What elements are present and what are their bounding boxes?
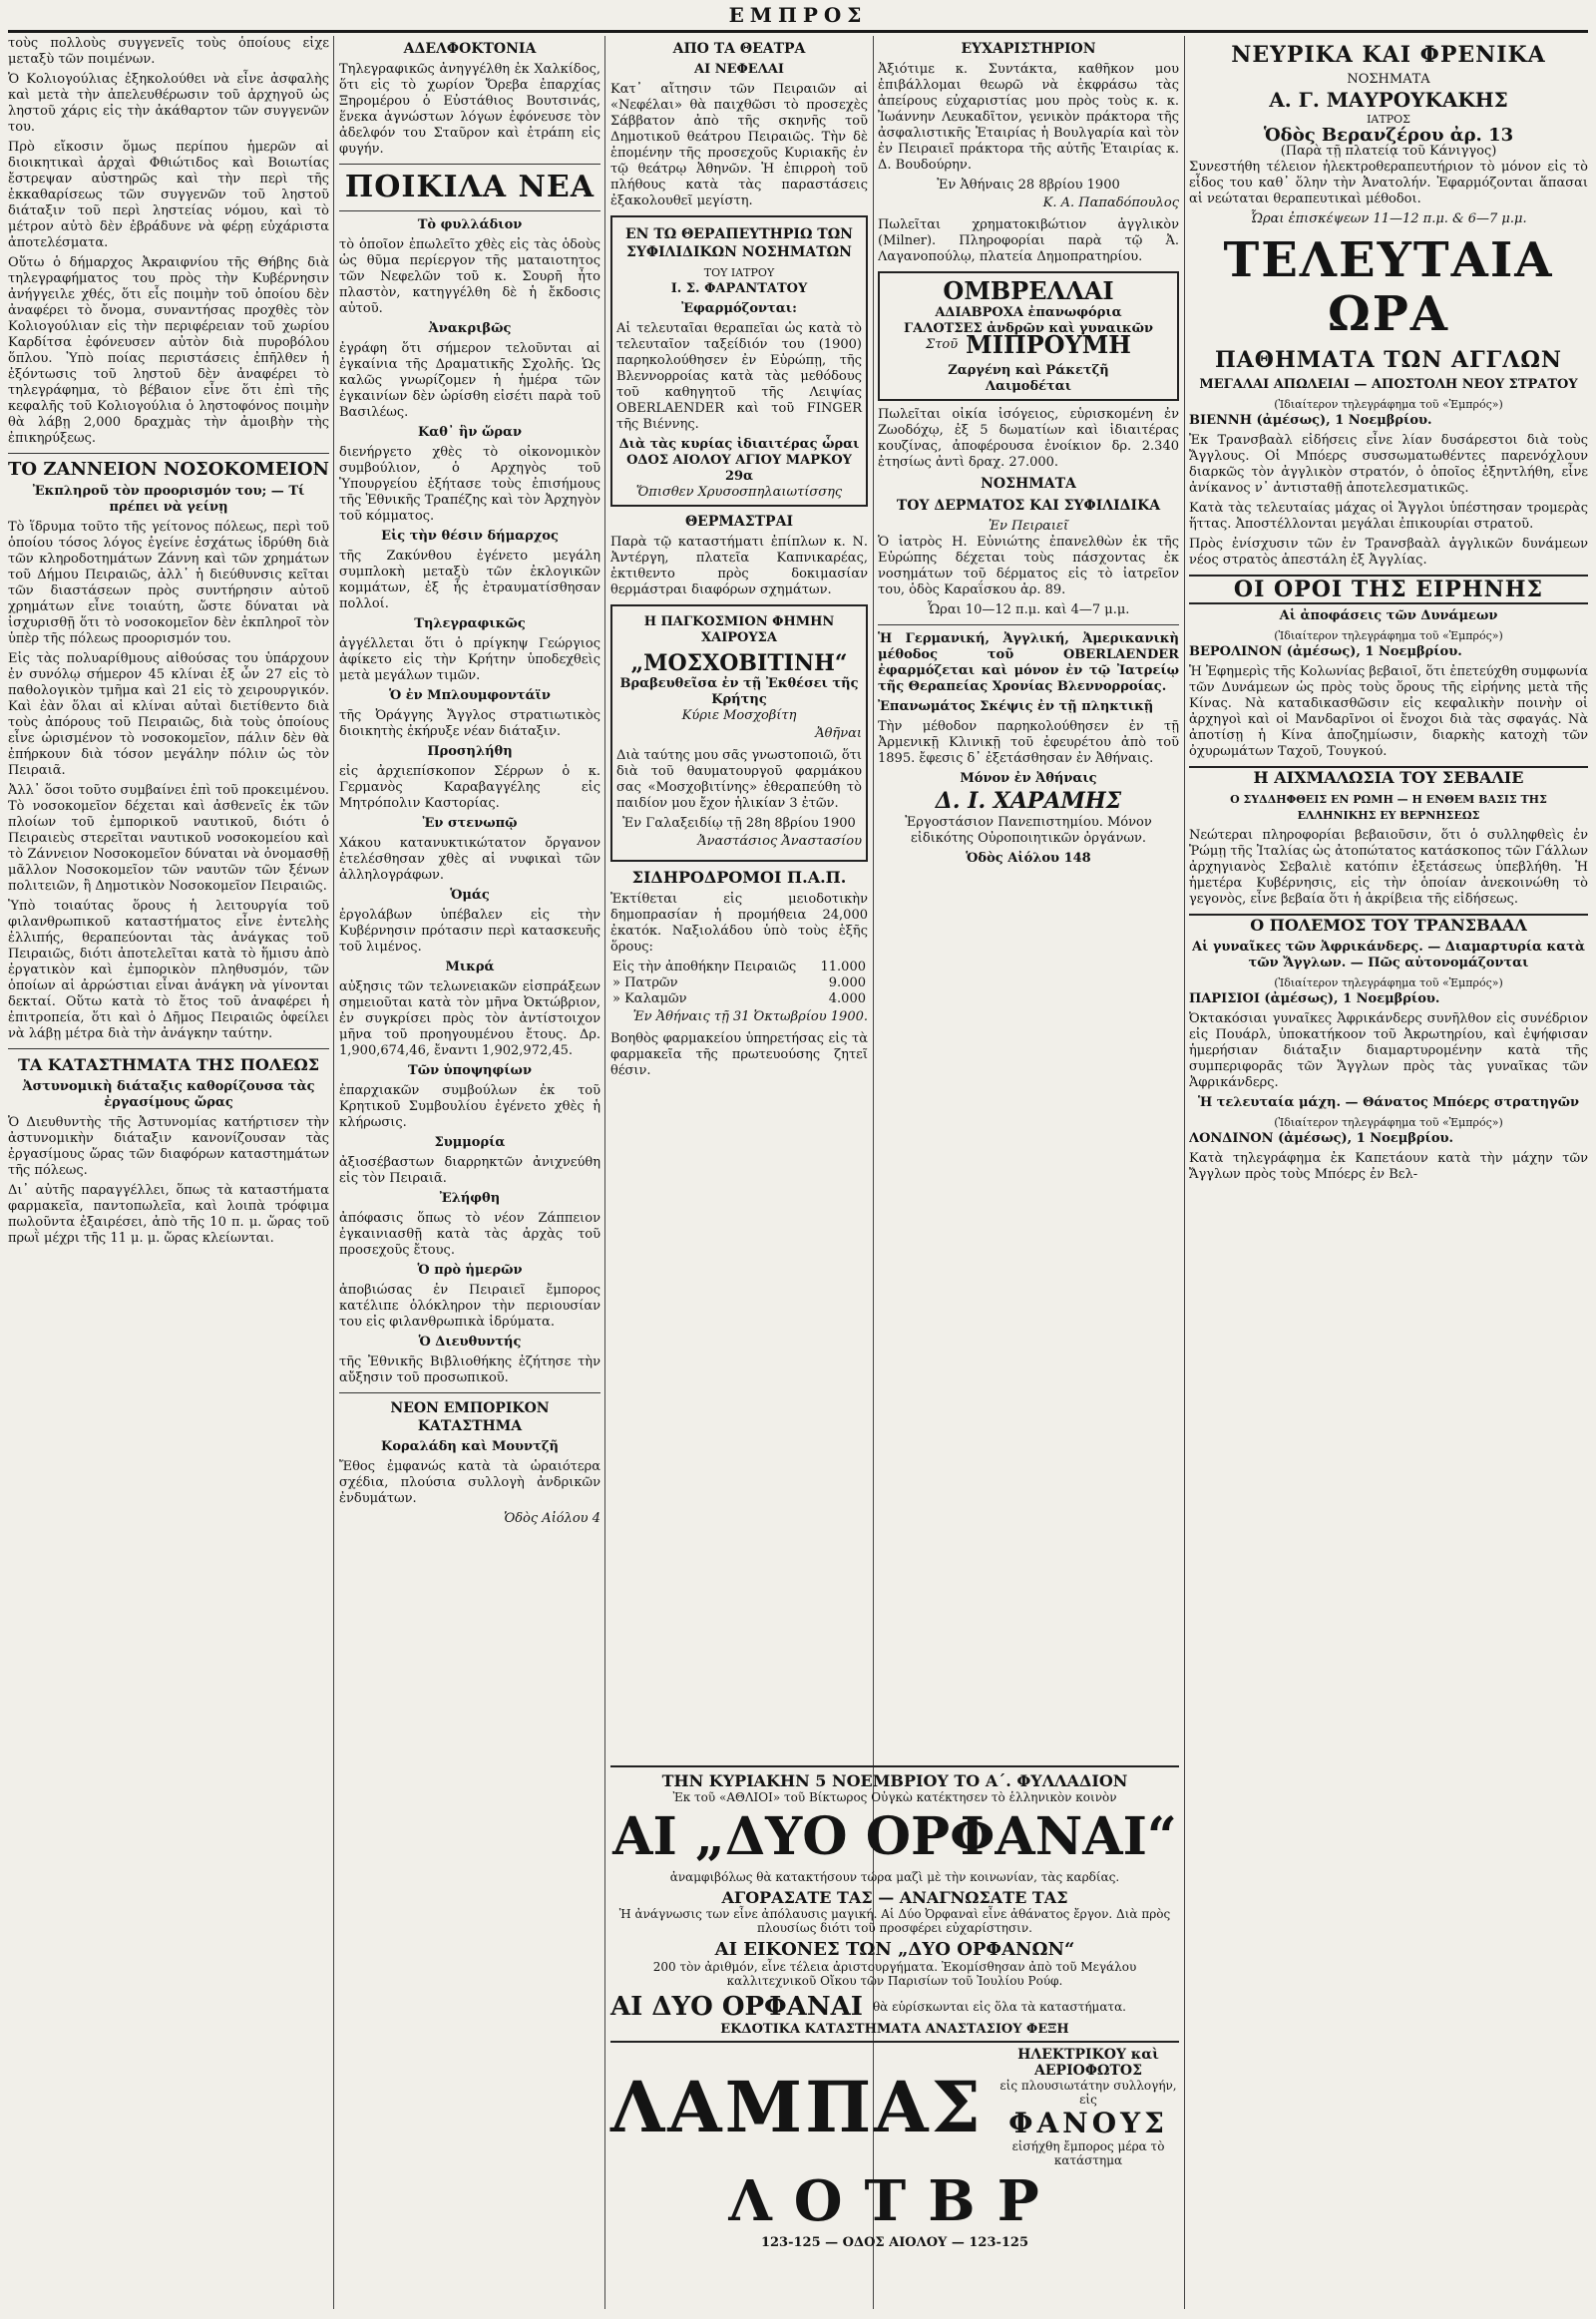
divider: [339, 1392, 600, 1393]
article-paragraph: Δι᾽ αὐτῆς παραγγέλλει, ὅπως τὰ καταστήματα φαρμακεῖα, παντοπωλεῖα, καὶ λοιπὰ τρόφιμα πωλοῦντα ἐξαιρέσει, ἀπὸ τῆς 10 π. μ. ὥρας τοῦ πρωῒ μέχρι τῆς 11 μ. μ. ὥρας κλείωνται.: [8, 1183, 329, 1246]
article-paragraph: Ὁ Διευθυντὴς τῆς Ἀστυνομίας κατήρτισεν τὴν ἀστυνομικὴν διάταξιν κανονίζουσαν τὰς ἐργασίμους ὥρας τῶν διαφόρων καταστημάτων τῆς πόλεως.: [8, 1115, 329, 1178]
ilektrikou: ΗΛΕΚΤΡΙΚΟΥ καὶ ΑΕΡΙΟΦΩΤΟΣ: [1017, 2047, 1159, 2079]
doctor-address: Ὁδὸς Βερανζέρου ἀρ. 13: [1263, 125, 1514, 146]
poikila-headline: ΠΟΙΚΙΛΑ ΝΕΑ: [344, 170, 596, 204]
teleftaia-ora-headline: ΤΕΛΕΥΤΑΙΑ ΩΡΑ: [1223, 232, 1554, 342]
orfanai2-sub: θὰ εὑρίσκωνται εἰς ὅλα τὰ καταστήματα.: [872, 2000, 1126, 2014]
therapeftirio-headline: ΕΝ ΤΩ ΘΕΡΑΠΕΥΤΗΡΙΩ ΤΩΝ ΣΥΦΙΛΙΔΙΚΩΝ ΝΟΣΗΜΑΤΩΝ: [625, 226, 853, 260]
news-item-head: Τηλεγραφικῶς: [414, 616, 526, 631]
neon-headline: ΝΕΟΝ ΕΜΠΟΡΙΚΟΝ ΚΑΤΑΣΤΗΜΑ: [390, 1400, 550, 1434]
nosimata-hours: Ὧραι 10—12 π.μ. καὶ 4—7 μ.μ.: [927, 602, 1130, 617]
masthead: ΕΜΠΡΟΣ: [728, 3, 868, 27]
news-item-head: Συμμορία: [434, 1135, 506, 1150]
transvaal-subheadline: Αἱ γυναῖκες τῶν Ἀφρικάνδερς. — Διαμαρτυρία κατὰ τῶν Ἄγγλων. — Πῶς αὐτονομάζονται: [1191, 940, 1586, 970]
therapeftirio-ad: [610, 215, 868, 507]
theatra-subheadline: ΑΙ ΝΕΦΕΛΑΙ: [694, 62, 784, 77]
lotvr-address: 123-125 — ΟΔΟΣ ΑΙΟΛΟΥ — 123-125: [760, 2235, 1029, 2250]
news-item-head: Μικρά: [445, 960, 495, 974]
zanneion-subheadline: Ἐκπληροῦ τὸν προορισμόν του; — Τί πρέπει νὰ γείνῃ: [32, 484, 305, 515]
moschovitini-award: Βραβευθεῖσα ἐν τῇ Ἐκθέσει τῆς Κρήτης: [619, 676, 859, 707]
dateline: ΒΕΡΟΛΙΝΟΝ (ἀμέσως), 1 Νοεμβρίου.: [1189, 644, 1462, 659]
therapeftirio-address2: Ὅπισθεν Χρυσοσπηλαιωτίσσης: [635, 485, 843, 500]
divider: [878, 624, 1179, 625]
news-item-text: τὸ ὁποῖον ἐπωλεῖτο χθὲς εἰς τὰς ὁδοὺς ὡς θῦμα περίεργον τῆς ματαιοτητος τῶν Νεφελῶν τοῦ κ. Σουρῆ ἦτο πλαστὸν, κατηγγέλθη δὲ ἡ ἔκδοσις αὐτοῦ.: [339, 237, 600, 316]
table-cell: Εἰς τὴν ἀποθήκην Πειραιῶς: [612, 960, 797, 974]
news-item-head: Ἀνακριβῶς: [428, 321, 512, 336]
miproumi: ΜΙΠΡΟΥΜΗ: [966, 330, 1131, 359]
column-1: [8, 36, 329, 2309]
neurika-headline: ΝΕΥΡΙΚΑ ΚΑΙ ΦΡΕΝΙΚΑ: [1231, 42, 1546, 68]
table-row: [610, 975, 868, 991]
orfanai-desc: ἀναμφιβόλως θὰ κατακτήσουν τώρα μαζὶ μὲ τὴν κοινωνίαν, τὰς καρδίας.: [669, 1870, 1120, 1884]
article-paragraph: Ἐκτίθεται εἰς μειοδοτικὴν δημοπρασίαν ἡ προμήθεια 24,000 ἐκατόκ. Ναξιολάδου ὑπὸ τοὺς ἑξῆς ὅρους:: [610, 892, 868, 955]
megalai-subheadline: ΜΕΓΑΛΑΙ ΑΠΩΛΕΙΑΙ — ΑΠΟΣΤΟΛΗ ΝΕΟΥ ΣΤΡΑΤΟΥ: [1199, 377, 1578, 392]
moschovitini-city: Ἀθῆναι: [815, 726, 862, 741]
article-paragraph: Ἐπανωμάτος Σκέψις ἐν τῇ πληκτικῇ: [878, 699, 1154, 714]
article-paragraph: Κατὰ τὰς τελευταίας μάχας οἱ Ἄγγλοι ὑπέστησαν τρομερὰς ἥττας. Ἀποστέλλονται μεγάλαι ἐπικουρίαι στρατοῦ.: [1189, 501, 1588, 532]
column-separator: [333, 36, 334, 2309]
therapeftirio-doctor: Ι. Σ. ΦΑΡΑΝΤΑΤΟΥ: [670, 281, 808, 296]
buy-sub: Ἡ ἀνάγνωσις των εἶνε ἀπόλαυσις μαγική. Αἱ Δύο Ὀρφαναὶ εἶνε ἀθάνατος ἔργον. Διὰ πρὸς πλουσίως διότι τοῦ προσφέρει εὐχαρίστησιν.: [618, 1907, 1171, 1935]
zanneion-headline: ΤΟ ΖΑΝΝΕΙΟΝ ΝΟΣΟΚΟΜΕΙΟΝ: [8, 459, 329, 480]
doctor-name: Α. Γ. ΜΑΥΡΟΥΚΑΚΗΣ: [1269, 88, 1508, 112]
eikones-sub: 200 τὸν ἀριθμόν, εἶνε τέλεια ἀριστουργήματα. Ἐκομίσθησαν ἀπὸ τοῦ Μεγάλου καλλιτεχνικοῦ Οἴκου τῶν Παρισίων τοῦ Ἰουλίου Ρούφ.: [652, 1960, 1137, 1988]
lampas-row: [610, 2041, 1179, 2167]
table-cell: » Πατρῶν: [612, 975, 678, 990]
article-paragraph: Νεώτεραι πληροφορίαι βεβαιοῦσιν, ὅτι ὁ συλληφθεὶς ἐν Ῥώμῃ τῆς Ἰταλίας ὡς ἀτοπώτατος κατάσκοπος τῶν Γάλλων ἀρχηγιανὸς Σεβαλιὲ κατόπιν ἐξετάσεως ὑπεβλήθη. Ἡ ἡμετέρα Κυβέρνησις, εἰς τὴν ὁποίαν ἀνεκοινώθη τὸ γεγονὸς, εἶνε βεβαία ὅτι ἡ ἀκρίβεια τῆς εἰδήσεως.: [1189, 828, 1588, 907]
stou: Στοῦ: [926, 337, 959, 352]
machi-subheadline: Ἡ τελευταία μάχη. — Θάνατος Μπόερς στρατηγῶν: [1197, 1095, 1580, 1110]
announce: ΤΗΝ ΚΥΡΙΑΚΗΝ 5 ΝΟΕΜΒΡΙΟΥ ΤΟ Α΄. ΦΥΛΛΑΔΙΟΝ: [610, 1765, 1179, 1790]
article-paragraph: Τὸ ἵδρυμα τοῦτο τῆς γείτονος πόλεως, περὶ τοῦ ὁποίου τόσος λόγος ἐγείνε ἐσχάτως ἱδρύθη διὰ τῶν κληροδοτημάτων Ζάννη καὶ τῶν χρημάτων τοῦ Δήμου Πειραιῶς, ἀλλ᾽ ἡ διεύθυνσις κεῖται τῶν διαστάσεων πρὸς συντήρησιν αὐτοῦ χρημάτων εἶνε τοιαύτη, ὥστε δύναται νὰ ἰσχυρισθῇ ὅτι τὸ νοσοκομεῖον δὲν ἐκπληροῖ τὸν ὑπὲρ τῆς πόλεως προορισμόν του.: [8, 520, 329, 646]
theatra-headline: ΑΠΟ ΤΑ ΘΕΑΤΡΑ: [672, 41, 806, 57]
article-paragraph: Ἐργοστάσιον Πανεπιστημίου. Μόνον εἰδικότης Οὐροποιητικῶν ὀργάνων.: [905, 815, 1152, 846]
moschovitini-date: Ἐν Γαλαξειδίῳ τῇ 28η 8βρίου 1900: [622, 816, 856, 831]
doctor-place: (Παρὰ τῇ πλατείᾳ τοῦ Κάνιγγος): [1280, 144, 1497, 159]
adelfoktonia-headline: ΑΔΕΛΦΟΚΤΟΝΙΑ: [403, 41, 537, 57]
orfanai-title: ΑΙ „ΔΥΟ ΟΡΦΑΝΑΙ“: [612, 1806, 1177, 1867]
neurika-sub: ΝΟΣΗΜΑΤΑ: [1347, 72, 1430, 87]
article-paragraph: Συνεστήθη τέλειον ἠλεκτροθεραπευτήριον τὸ μόνον εἰς τὸ εἶδος του καθ᾽ ὅλην τὴν Ἀνατολήν. Ἐφαρμόζονται ἅπασαι αἱ νεώταται θεραπευτικαὶ μέθοδοι.: [1189, 160, 1588, 206]
buy-headline: ΑΓΟΡΑΣΑΤΕ ΤΑΣ — ΑΝΑΓΝΩΣΑΤΕ ΤΑΣ: [721, 1888, 1068, 1907]
zargeni: Ζαργένη καὶ Ράκετζῆ: [948, 363, 1109, 378]
news-item-head: Ὁ Διευθυντής: [418, 1335, 522, 1350]
thermastrai-headline: ΘΕΡΜΑΣΤΡΑΙ: [684, 514, 793, 530]
ilektrikou-sub: εἰς πλουσιωτάτην συλλογήν, εἰς: [999, 2079, 1177, 2107]
sidirodromoi-footer: Ἐν Ἀθήναις τῇ 31 Ὀκτωβρίου 1900.: [632, 1009, 868, 1024]
news-item-head: Τῶν ὑποψηφίων: [408, 1063, 532, 1078]
article-paragraph: Ὑπὸ τοιαύτας ὅρους ἡ λειτουργία τοῦ φιλανθρωπικοῦ καταστήματος εἶνε ἐντελὴς ἐλλιπής, θεραπεύονται τὰς ἀνάγκας τοῦ Πειραιῶς, διότι ἀποτελεῖται κατὰ τὸ ἥμισυ ἀπὸ ἐργατικὸν καὶ ἐμπορικὸν πληθυσμόν, τῶν ὁποίων αἱ ἀρρώστιαι εἶναι ἀνάγκη νὰ γίνονται δεκταί. Οὕτω κατὰ τὸ ἔτος τοῦ ἀναφέρει ἡ ἐπιτροπεία, ὅτι καὶ ὁ Δῆμος Πειραιῶς ὀφείλει νὰ λάβῃ μέτρα διὰ τὴν ἀνάγκην ταύτην.: [8, 899, 329, 1041]
moschovitini-sign: Ἀναστάσιος Ἀναστασίου: [697, 834, 862, 849]
article-paragraph: Ἔθος ἐμφανώς κατὰ τὰ ὡραιότερα σχέδια, πλούσια συλλογὴ ἀνδρικῶν ἐνδυμάτων.: [339, 1459, 600, 1506]
news-item-head: Ἐλήφθη: [439, 1191, 501, 1206]
news-item-text: διενήργετο χθὲς τὸ οἰκονομικὸν συμβούλιον, ὁ Αρχηγὸς τοῦ Ὑπουργείου ἐξήτασε τοὺς ἐπισήμους τῆς Ἐθνικῆς Τραπέζης καὶ τὸν Ἀρχηγὸν τοῦ κόμματος.: [339, 445, 600, 524]
article-paragraph: Πωλεῖται οἰκία ἰσόγειος, εὑρισκομένη ἐν Ζωοδόχῳ, ἐξ 5 δωματίων καὶ ἰδιαιτέρας κουζίνας, ἀποφέρουσα ἐνοίκιον δρ. 2.340 ἐτησίως ἀντὶ δραχ. 27.000.: [878, 407, 1179, 470]
table-cell: » Καλαμῶν: [612, 991, 687, 1006]
therapeftirio-address: ΟΔΟΣ ΑΙΟΛΟΥ ΑΓΙΟΥ ΜΑΡΚΟΥ 29α: [626, 453, 852, 484]
news-item-text: ἐγράφη ὅτι σήμερον τελοῦνται αἱ ἐγκαίνια τῆς Δραματικῆς Σχολῆς. Ὡς καλῶς γνωρίζομεν ἡ ἡμέρα τῶν ἐγκαινίων δὲν ὡρίσθη εἰσέτι παρὰ τοῦ Βασιλέως.: [339, 341, 600, 420]
column-2: [339, 36, 600, 2309]
telegram-source: (Ἰδιαίτερον τηλεγράφημα τοῦ «Ἐμπρός»): [1274, 398, 1503, 411]
article-paragraph: Ὀκτακόσιαι γυναῖκες Ἀφρικάνδερς συνῆλθον εἰς συνέδριον εἰς Πουάρλ, ὑποκατήκοον τοῦ Ἀκρωτηρίου, καὶ ἐψήφισαν ἡμερήσιαν διάταξιν διαμαρτυρομένην κατὰ τῆς συμπεριφορᾶς τῶν Ἄγγλων πρὸς τὰς γυναῖκας τῶν Ἀφρικάνδερς.: [1189, 1011, 1588, 1090]
efcharistirion-date: Ἐν Ἀθήναις 28 8βρίου 1900: [937, 178, 1120, 193]
news-item-text: τῆς Ὀράγγης Ἄγγλος στρατιωτικὸς διοικητὴς ἐκήρυξε νέαν διάταξιν.: [339, 708, 600, 739]
news-item-text: ἀποβιώσας ἐν Πειραιεῖ ἔμπορος κατέλιπε ὁλόκληρον τὴν περιουσίαν του εἰς φιλανθρωπικὰ ἱδρύματα.: [339, 1283, 600, 1330]
table-cell: 11.000: [820, 960, 866, 974]
moschovitini-ad: [610, 604, 868, 862]
sidirodromoi-table: [610, 960, 868, 1007]
article-paragraph: Πρὸ εἴκοσιν ὅμως περίπου ἡμερῶν αἱ διοικητικαὶ ἀρχαὶ Φθιώτιδος καὶ Βοιωτίας ἔστρεψαν αὐστηρῶς καὶ τὴν περὶ τῆς ἐκκαθαρίσεως τῶν συγγενῶν τοῦ ληστοῦ διάταξιν τοῦ περὶ ληστείας νόμου, καὶ τὸ μέτρον αὐτὸ δὲν ἐβράδυνε νὰ φέρῃ εὐχάριστα ἀποτελέσματα.: [8, 140, 329, 250]
article-paragraph: Ὁ ἰατρὸς Η. Εὐνιώτης ἐπανελθὼν ἐκ τῆς Εὐρώπης δέχεται τοὺς πάσχοντας ἐκ νοσημάτων τοῦ δέρματος εἰς τὸ ἰατρεῖον του, ὁδὸς Καραΐσκου ἀρ. 89.: [878, 535, 1179, 597]
doctor-hours: Ὧραι ἐπισκέψεων 11—12 π.μ. & 6—7 μ.μ.: [1250, 211, 1527, 226]
ombrellai: ΟΜΒΡΕΛΛΑΙ: [943, 276, 1114, 305]
therapeftirio-sub: Ἐφαρμόζονται:: [681, 301, 797, 316]
lotvr: ΛΟΤΒΡ: [728, 2168, 1061, 2234]
table-row: [610, 991, 868, 1007]
sidirodromoi-headline: ΣΙΔΗΡΟΔΡΟΜΟΙ Π.Α.Π.: [631, 868, 847, 887]
charamis-address: Ὁδὸς Αἰόλου 148: [966, 851, 1091, 866]
nosimata-location: Ἐν Πειραιεῖ: [988, 519, 1069, 534]
news-item-text: αὐξησις τῶν τελωνειακῶν εἰσπράξεων σημειοῦται κατὰ τὸν μῆνα Ὀκτώβριον, ἐν συγκρίσει πρὸς τὸν ἀντίστοιχον μῆνα τοῦ προηγουμένου ἔτους. Δρ. 1,900,674,46, ἔναντι 1,902,972,45.: [339, 979, 600, 1058]
article-paragraph: Τηλεγραφικῶς ἀνηγγέλθη ἐκ Χαλκίδος, ὅτι εἰς τὸ χωρίον Ὄρεβα ἐπαρχίας Ξηρομέρου ὁ Εὐστάθιος Βουτσινάς, ἕνεκα ἀγνώστων λόγων ἐφόνευσε τὸν ἀδελφόν του Σταῦρον καὶ ἐτράπη εἰς φυγήν.: [339, 62, 600, 157]
katastimata-subheadline: Ἀστυνομικὴ διάταξις καθορίζουσα τὰς ἐργασίμους ὥρας: [22, 1079, 315, 1110]
article-paragraph: Ἐκ Τρανσβαὰλ εἰδήσεις εἶνε λίαν δυσάρεστοι διὰ τοὺς Ἄγγλους. Οἱ Μπόερς συσσωματωθέντες παρενόχλουν διαρκῶς τὸν ἀγγλικὸν στρατόν, ὁ ὁποῖος ἐξηντλήθη, εἶνε ἀνίκανος ν᾽ ἀντισταθῇ ἀποτελεσματικῶς.: [1189, 433, 1588, 496]
moschovitini-name: „ΜΟΣΧΟΒΙΤΙΝΗ“: [630, 650, 848, 676]
fanous-sub: εἰσήχθη ἔμπορος μέρα τὸ κατάστημα: [1011, 2139, 1165, 2167]
article-paragraph: Κατ᾽ αἴτησιν τῶν Πειραιῶν αἱ «Νεφέλαι» θὰ παιχθῶσι τὸ προσεχὲς Σάββατον ἀπὸ τῆς σκηνῆς τοῦ Δημοτικοῦ θεάτρου Πειραιῶς. Τὴν δὲ ἑπομένην τῆς προσεχοῦς Κυριακῆς ἐν τῷ θεάτρῳ Ἀθηνῶν. Ἡ ἐπιρροὴ τοῦ πλήθους κατὰ τὰς παραστάσεις ἐξακολουθεῖ μεγίστη.: [610, 82, 868, 208]
article-paragraph: Τὴν μέθοδον παρηκολούθησεν ἐν τῇ Ἀρμενικῇ Κλινικῇ τοῦ ἐφευρέτου ἀπὸ τοῦ 1895. ἔφεσις δ᾽ ἐξετάσθησαν ἐν Ἀθήναις.: [878, 719, 1179, 766]
divider: [339, 210, 600, 211]
article-paragraph: Αἱ τελευταῖαι θεραπεῖαι ὡς κατὰ τὸ τελευταῖον ταξείδιόν του (1900) παρηκολούθησεν ἐν Εὐρώπῃ, τῆς Βλεννορροίας κατὰ τὰς μεθόδους τοῦ καθηγητοῦ τῆς Λειψίας OBERLAENDER καὶ τοῦ FINGER τῆς Βιέννης.: [616, 321, 862, 432]
moschovitini-headline: Η ΠΑΓΚΟΣΜΙΟΝ ΦΗΜΗΝ ΧΑΙΡΟΥΣΑ: [643, 614, 835, 645]
article-paragraph: Πρὸς ἐνίσχυσιν τῶν ἐν Τρανσβαὰλ ἀγγλικῶν δυνάμεων νέος στρατὸς ἀπεστάλη ἐξ Ἀγγλίας.: [1189, 537, 1588, 568]
table-cell: 9.000: [828, 975, 866, 990]
telegram-source: (Ἰδιαίτερον τηλεγράφημα τοῦ «Ἐμπρός»): [1274, 629, 1503, 642]
efcharistirion-sign: Κ. Α. Παπαδόπουλος: [1042, 195, 1179, 210]
news-item-head: Ἐν στενωπῷ: [422, 816, 518, 831]
article-paragraph: Εἰς τὰς πολυαρίθμους αἰθούσας του ὑπάρχουν ἐν συνόλῳ σήμερον 45 κλίναι ἐξ ὧν 27 εἰς τὸ παθολογικὸν τμῆμα καὶ 21 εἰς τὸ χειρουργικόν. Καὶ ἐὰν ὅλαι αἱ κλίναι αὐταὶ διετίθεντο διὰ τοὺς ἀπόρους τοῦ Πειραιῶς, διὰ τοὺς ὁποίους εἶνε ὡρισμένον τὸ νοσοκομεῖον, πάλιν δὲν θὰ ἐπήρκουν διὰ τόσον μεγάλην πόλιν ὡς τὸν Πειραιᾶ.: [8, 651, 329, 778]
article-paragraph: Βοηθὸς φαρμακείου ὑπηρετήσας εἰς τὰ φαρμακεῖα τῆς πρωτευούσης ζητεῖ θέσιν.: [610, 1031, 868, 1078]
table-row: [610, 960, 868, 975]
news-item-head: Ὁμάς: [450, 888, 490, 903]
news-items-list: [339, 217, 600, 1386]
fanous: ΦΑΝΟΥΣ: [1008, 2107, 1168, 2139]
charamis-headline: Δ. Ι. ΧΑΡΑΜΗΣ: [935, 788, 1122, 814]
sevalie-subheadline: Ο ΣΥΔΔΗΦΘΕΙΣ ΕΝ ΡΩΜΗ — Η ΕΝΘΕΜ ΒΑΣΙΣ ΤΗΣ ΕΛΛΗΝΙΚΗΣ ΕΥ ΒΕΡΝΗΣΕΩΣ: [1230, 793, 1547, 822]
article-paragraph: Ἡ Ἐφημερὶς τῆς Κολωνίας βεβαιοῖ, ὅτι ἐπετεύχθη συμφωνία τῶν Δυνάμεων ὡς πρὸς τοὺς ὅρους τῆς εἰρήνης μετὰ τῆς Κίνας. Νὰ καταδικασθῶσιν εἰς κεφαλικὴν ποινὴν οἱ ἀρχηγοὶ καὶ οἱ Μανδαρῖνοι οἱ ἔνοχοι διὰ τὰς σφαγάς. Νὰ ἀποτίσῃ ἡ Κίνα ἀποζημίωσιν, διαρκὴς κατοχὴ τῶν ὀχυρωμάτων Ταχοῦ, Τουγκού.: [1189, 664, 1588, 759]
orfanai2-row: [610, 1992, 1179, 2022]
article-paragraph: τοὺς πολλοὺς συγγενεῖς τοὺς ὁποίους εἶχε μεταξὺ τῶν ποιμένων.: [8, 36, 329, 67]
oroi-subheadline: Αἱ ἀποφάσεις τῶν Δυνάμεων: [1279, 608, 1498, 623]
doctor-role: ΙΑΤΡΟΣ: [1367, 113, 1410, 126]
article-paragraph: Παρὰ τῷ καταστήματι ἐπίπλων κ. Ν. Ἀντέργη, πλατεῖα Καπνικαρέας, ἐκτιθεντο πρὸς δοκιμασίαν θερμάστραι διαφόρων σχημάτων.: [610, 535, 868, 597]
news-item-text: ἐπαρχιακῶν συμβούλων ἐκ τοῦ Κρητικοῦ Συμβουλίου ἐγένετο χθὲς ἡ κλήρωσις.: [339, 1083, 600, 1130]
ombrellai-ad: [878, 271, 1179, 401]
column-separator: [1184, 36, 1185, 2309]
pathimata-headline: ΠΑΘΗΜΑΤΑ ΤΩΝ ΑΓΓΛΩΝ: [1214, 347, 1563, 373]
article-paragraph: Ἀλλ᾽ ὅσοι τοῦτο συμβαίνει ἐπὶ τοῦ προκειμένου. Τὸ νοσοκομεῖον δέχεται καὶ ἀσθενεῖς ἐκ τῶν πλοίων τοῦ ἐμπορικοῦ ναυτικοῦ, διότι ὁ Πειραιεὺς στερεῖται ναυτικοῦ νοσοκομείου καὶ τὸ Ζάννειον Νοσοκομεῖον δύναται νὰ ὀνομασθῇ μᾶλλον Νοσοκομεῖον τῶν ναυτῶν τῶν ξένων πολιτειῶν, ἢ Δημοτικὸν Νοσοκομεῖον Πειραιῶς.: [8, 783, 329, 894]
dateline: ΛΟΝΔΙΝΟΝ (ἀμέσως), 1 Νοεμβρίου.: [1189, 1131, 1454, 1146]
eikones-headline: ΑΙ ΕΙΚΟΝΕΣ ΤΩΝ „ΔΥΟ ΟΡΦΑΝΩΝ“: [714, 1939, 1075, 1960]
nosimata-headline: ΝΟΣΗΜΑΤΑ: [981, 476, 1076, 492]
article-paragraph: Διὰ ταύτης μου σᾶς γνωστοποιῶ, ὅτι διὰ τοῦ θαυματουργοῦ φαρμάκου σας «Μοσχοβιτίνης» ἐθεραπεύθη τὸ παιδίον μου ἔχον ἡλικίαν 3 ἐτῶν.: [616, 748, 862, 811]
nosimata-subheadline: ΤΟΥ ΔΕΡΜΑΤΟΣ ΚΑΙ ΣΥΦΙΛΙΔΙΚΑ: [896, 498, 1161, 514]
article-paragraph: Οὕτω ὁ δήμαρχος Ἀκραιφνίου τῆς Θήβης διὰ τηλεγραφήματος του πρὸς τὴν Κυβέρνησιν ἀνήγγειλε χθές, ὅτι εἷς ποιμὴν τοῦ ὁποίου δὲν ἀναφέρει τὸ ὄνομα, συναντήσας προχθὲς τὸν Κολιογούλιαν εἰς τὴν περιφέρειαν τοῦ χωρίου Καρδίτσα ἐφόνευσεν αὐτὸν διὰ πυροβόλου ὅπλου. Ὑπὸ ποίας περιστάσεις ἐπῆλθεν ἡ ἐξόντωσις τοῦ ληστοῦ δὲν ἀναφέρει τὸ τηλεγράφημα, τὸ βέβαιον εἶνε ὅτι ἐπὶ τῆς κεφαλῆς τοῦ Κολιογούλια ὁ ληστοφόνος ποιμὴν θὰ λάβῃ 2,000 δραχμὰς τὴν ἀμοιβὴν τὴς ἐπικηρύξεως.: [8, 255, 329, 446]
news-item-text: τῆς Ζακύνθου ἐγένετο μεγάλη συμπλοκὴ μεταξὺ τῶν ἐκλογικῶν κομμάτων, ἐξ ἧς ἐτραυματίσθησαν πολλοί.: [339, 549, 600, 611]
column-5: [1189, 36, 1588, 2309]
neon-subheadline: Κοραλάδη καὶ Μουντζῆ: [381, 1439, 559, 1454]
column-separator: [604, 36, 605, 2309]
sevalie-headline: Η ΑΙΧΜΑΛΩΣΙΑ ΤΟΥ ΣΕΒΑΛΙΕ: [1189, 766, 1588, 788]
divider: [8, 453, 329, 454]
miproumi-row: [884, 330, 1173, 359]
news-item-head: Καθ᾽ ἣν ὥραν: [417, 425, 523, 440]
therapeftirio-doctor-label: ΤΟΥ ΙΑΤΡΟΥ: [703, 266, 775, 279]
news-item-head: Εἰς τὴν θέσιν δήμαρχος: [381, 529, 559, 544]
publisher: ΕΚΔΟΤΙΚΑ ΚΑΤΑΣΤΗΜΑΤΑ ΑΝΑΣΤΑΣΙΟΥ ΦΕΞΗ: [720, 2022, 1069, 2037]
news-item-head: Ὁ ἐν Μπλουμφοντάϊν: [389, 688, 551, 703]
neon-address: Ὁδὸς Αἰόλου 4: [504, 1511, 600, 1526]
news-item-text: ἐργολάβων ὑπέβαλεν εἰς τὴν Κυβέρνησιν πρότασιν περὶ κατασκευῆς τοῦ λιμένος.: [339, 908, 600, 955]
news-item-head: Προσηλήθη: [427, 744, 513, 759]
news-item-text: εἰς ἀρχιεπίσκοπον Σέρρων ὁ κ. Γερμανὸς Καραβαγγέλης εἰς Μητρόπολιν Καστορίας.: [339, 764, 600, 811]
katastimata-headline: ΤΑ ΚΑΤΑΣΤΗΜΑΤΑ ΤΗΣ ΠΟΛΕΩΣ: [18, 1055, 319, 1074]
article-paragraph: Πωλεῖται χρηματοκιβώτιον ἀγγλικὸν (Milner). Πληροφορίαι παρὰ τῷ Ἀ. Λαγανοπούλῳ, πλατεία Δημοπρατηρίου.: [878, 217, 1179, 264]
article-paragraph: Ἀξιότιμε κ. Συντάκτα, καθῆκον μου ἐπιβάλλομαι θεωρῶ νὰ ἐκφράσω τὰς ἀπείρους εὐχαριστίας μου πρὸς τοὺς κ. κ. Ἰωάννην Λευκαδῖτον, γενικὸν πράκτορα τῆς ἀσφαλιστικῆς Ἑταιρίας ἡ Βουλγαρία καὶ τὸν ἐν Πειραιεῖ πράκτορα τῆς αὐτῆς Ἑταιρίας κ. Δ. Βουδούρην.: [878, 62, 1179, 173]
moschovitini-salute: Κύριε Μοσχοβίτη: [681, 708, 797, 723]
masthead-rule: [8, 30, 1588, 33]
news-item-head: Τὸ φυλλάδιον: [417, 217, 523, 232]
divider: [8, 1048, 329, 1049]
telegram-source: (Ἰδιαίτερον τηλεγράφημα τοῦ «Ἐμπρός»): [1274, 1116, 1503, 1129]
dateline: ΠΑΡΙΣΙΟΙ (ἀμέσως), 1 Νοεμβρίου.: [1189, 991, 1440, 1006]
aimodeitai: Λαιμοδέται: [985, 379, 1072, 394]
news-item-text: ἀγγέλλεται ὅτι ὁ πρίγκηψ Γεώργιος ἀφίκετο εἰς τὴν Κρήτην ὑποδεχθεὶς μετὰ μεγάλων τιμῶν.: [339, 636, 600, 683]
announce-sub: Ἐκ τοῦ «ΑΘΛΙΟΙ» τοῦ Βίκτωρος Οὐγκὼ κατέκτησεν τὸ ἑλληνικὸν κοινὸν: [672, 1790, 1117, 1804]
article-paragraph: Κατὰ τηλεγράφημα ἐκ Καπετάουν κατὰ τὴν μάχην τῶν Ἄγγλων πρὸς τοὺς Μπόερς ἐν Βελ-: [1189, 1151, 1588, 1182]
adiavrocha: ΑΔΙΑΒΡΟΧΑ ἐπανωφόρια: [935, 305, 1122, 320]
dateline: ΒΙΕΝΝΗ (ἀμέσως), 1 Νοεμβρίου.: [1189, 413, 1432, 428]
lampas: ΛΑΜΠΑΣ: [610, 2065, 985, 2148]
monon: Μόνον ἐν Ἀθήναις: [960, 771, 1097, 786]
news-item-text: τῆς Ἐθνικῆς Βιβλιοθήκης ἐζήτησε τὴν αὔξησιν τοῦ προσωπικοῦ.: [339, 1354, 600, 1385]
orfanai-advertisement: [610, 1765, 1179, 2309]
efcharistirion-headline: ΕΥΧΑΡΙΣΤΗΡΙΟΝ: [961, 41, 1096, 57]
galotses: ΓΑΛΟΤΣΕΣ ἀνδρῶν καὶ γυναικῶν: [903, 321, 1154, 336]
news-item-text: Χάκου κατανυκτικώτατον ὄργανον ἐτελέσθησαν χθὲς αἱ νυφικαὶ τῶν ἀλληλογράφων.: [339, 836, 600, 883]
transvaal-headline: Ο ΠΟΛΕΜΟΣ ΤΟΥ ΤΡΑΝΣΒΑΑΛ: [1189, 914, 1588, 936]
article-paragraph: Ἡ Γερμανική, Ἀγγλική, Ἀμερικανικὴ μέθοδος τοῦ OBERLAENDER ἐφαρμόζεται καὶ μόνον ἐν τῷ Ἰατρείῳ τῆς Θεραπείας Χρονίας Βλεννορροίας.: [878, 631, 1179, 694]
telegram-source: (Ἰδιαίτερον τηλεγράφημα τοῦ «Ἐμπρός»): [1274, 976, 1503, 989]
news-item-text: ἀπόφασις ὅπως τὸ νέον Ζάππειον ἐγκαινιασθῇ κατὰ τὰς ἀρχὰς τοῦ προσεχοῦς ἔτους.: [339, 1211, 600, 1258]
oroi-headline: ΟΙ ΟΡΟΙ ΤΗΣ ΕΙΡΗΝΗΣ: [1189, 575, 1588, 604]
article-paragraph: Ὁ Κολιογούλιας ἐξηκολούθει νὰ εἶνε ἀσφαλὴς καὶ μετὰ τὴν ἀπελευθέρωσιν τοῦ ἀρχηγοῦ ὡς ληστοῦ χάρις εἰς τὴν ἀκάθαρτον τῶν συγγενῶν του.: [8, 72, 329, 135]
news-item-head: Ὁ πρὸ ἡμερῶν: [417, 1263, 523, 1278]
news-item-text: ἀξιοσέβαστων διαρρηκτῶν ἀνιχνεύθη εἰς τὸν Πειραιᾶ.: [339, 1155, 600, 1186]
divider: [339, 164, 600, 165]
orfanai2: ΑΙ ΔΥΟ ΟΡΦΑΝΑΙ: [610, 1992, 863, 2022]
therapeftirio-hours: Διὰ τὰς κυρίας ἰδιαιτέρας ὧραι: [618, 437, 860, 452]
table-cell: 4.000: [828, 991, 866, 1006]
lampas-details: [998, 2047, 1179, 2167]
